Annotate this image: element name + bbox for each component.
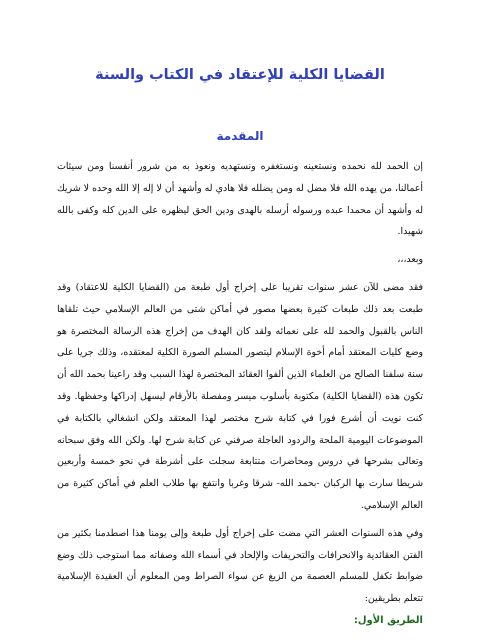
opening-paragraph: إن الحمد لله نحمده ونستعينه ونستغفره ونستهديه ونعوذ به من شرور أنفسنا ومن سيئات أعمالنا، من يهده الله فلا مضل له ومن يضلله فلا هادي له وأشهد أن لا إله إلا الله وحده لا شريك له وأشهد أن محمدا عبده ورسوله أرسله بالهدى ودين الحق ليظهره على الدين كله وكفى بالله شهيدا. [57, 161, 424, 238]
subheading: الطريق الأول: [353, 614, 423, 626]
section-heading: المقدمة [216, 129, 264, 143]
body-paragraph: وفي هذه السنوات العشر التي مضت على إخراج أول طبعة وإلى يومنا هذا اصطدمنا بكثير من الفتن العقائدية والانحرافات والتحريفات والإلحاد في أسماء الله وصفاته مما استوجب ذلك وضع ضوابط تكفل للمسلم العصمة من الزيغ عن سواء الصراط ومن المعلوم أن العقيدة الإسلامية تتعلم بطريقين: [57, 527, 423, 605]
document-title: القضايا الكلية للإعتقاد في الكتاب والسنة [95, 67, 385, 83]
body-paragraph: فقد مضى للآن عشر سنوات تقريبا على إخراج أول طبعة من (القضايا الكلية للاعتقاد) وقد طبعت بعد ذلك طبعات كثيرة بعضها مصور في أماكن شتى من العالم الإسلامي حيث تلقاها الناس بالقبول والحمد لله على نعمائه ولقد كان الهدف من إخراج هذه الرسالة المختصرة هو وضع كليات المعتقد أمام أخوة الإسلام ليتصور المسلم الصورة الكلية لمعتقده، وذلك جريا على سنة سلفنا الصالح من العلماء الذين ألفوا العقائد المختصرة لهذا السبب وقد راعينا بحمد الله أن تكون هذه (القضايا الكلية) مكتوبة بأسلوب ميسر ومفصلة بالأرقام ليسهل إدراكها وحفظها. وقد كنت نويت أن أشرع فورا في كتابة شرح مختصر لهذا المعتقد ولكن انشغالي بالكتابة في الموضوعات اليومية الملحة والردود العاجلة صرفني عن كتابة شرح لها. ولكن الله وفق سبحانه وتعالى بشرحها في دروس ومحاضرات متتابعة سجلت على أشرطة في نحو خمسة وأربعين شريطا سارت بها الركبان -بحمد الله- شرقا وغربا وانتفع بها طلاب العلم في أماكن كثيرة من العالم الإسلامي. [57, 281, 423, 511]
transition-paragraph: وبعد،،، [397, 254, 423, 266]
